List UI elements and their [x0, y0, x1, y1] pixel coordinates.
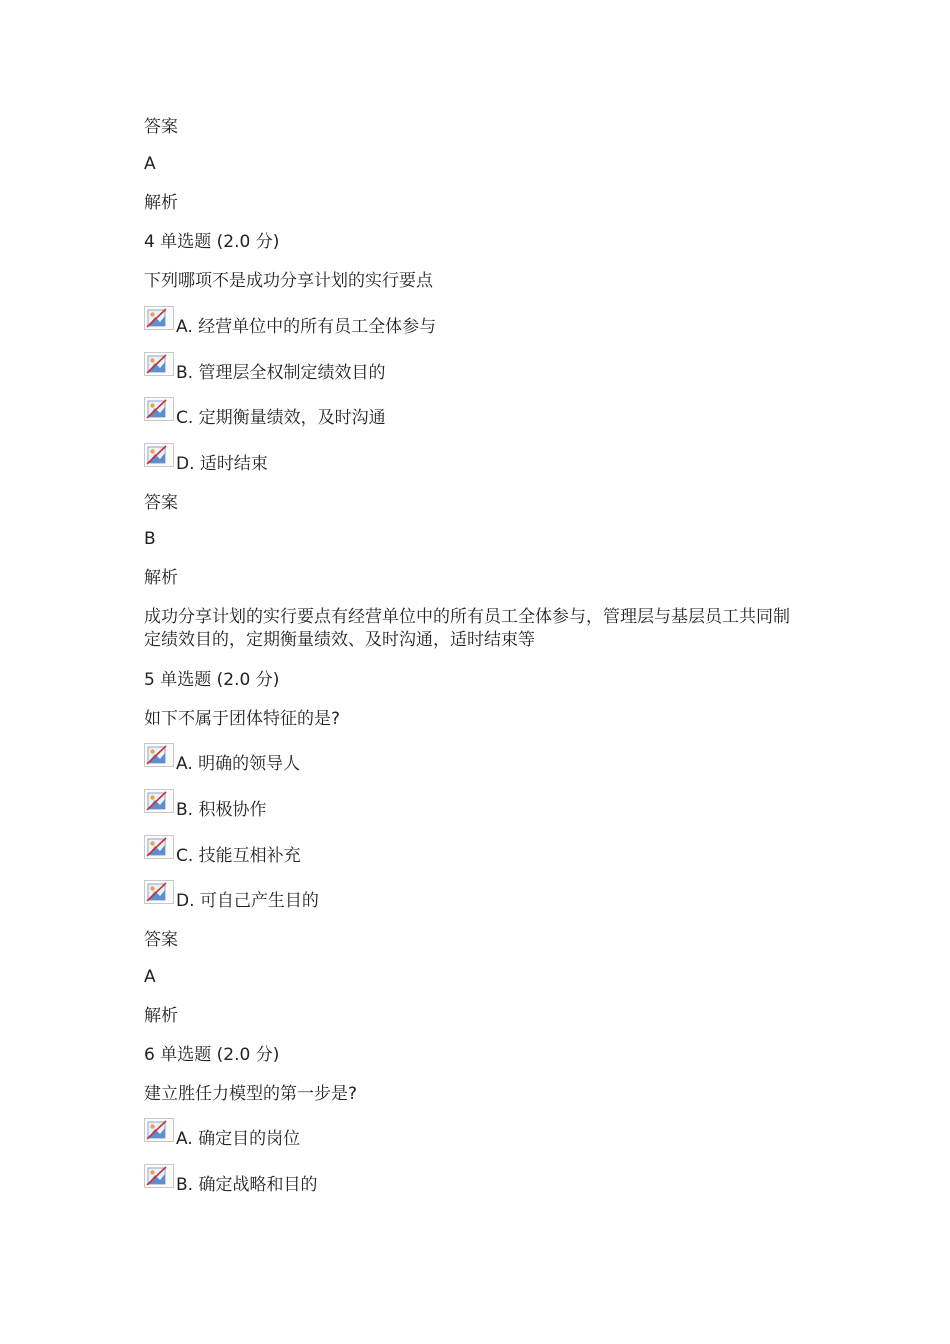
broken-image-icon — [144, 880, 174, 904]
option-a[interactable] — [144, 306, 436, 338]
option-text: D. 可自己产生目的 — [176, 891, 319, 911]
broken-image-icon — [144, 1118, 174, 1142]
answer-value: B — [144, 529, 156, 549]
answer-label: 答案 — [144, 930, 178, 950]
analysis-label: 解析 — [144, 1006, 178, 1026]
analysis-label: 解析 — [144, 568, 178, 588]
answer-label: 答案 — [144, 117, 178, 137]
broken-image-icon — [144, 443, 174, 467]
option-a[interactable] — [144, 1118, 300, 1150]
question-prompt: 如下不属于团体特征的是? — [144, 709, 341, 729]
broken-image-icon — [144, 306, 174, 330]
option-text: C. 技能互相补充 — [176, 846, 301, 866]
broken-image-icon — [144, 789, 174, 813]
option-text: A. 经营单位中的所有员工全体参与 — [176, 317, 437, 337]
question-header: 6 单选题 (2.0 分) — [144, 1045, 280, 1065]
answer-value: A — [144, 967, 156, 987]
question-header: 5 单选题 (2.0 分) — [144, 670, 280, 690]
broken-image-icon — [144, 1164, 174, 1188]
option-b[interactable] — [144, 352, 385, 384]
option-c[interactable] — [144, 397, 386, 429]
option-a[interactable] — [144, 743, 300, 775]
option-text: B. 确定战略和目的 — [176, 1175, 318, 1195]
question-header: 4 单选题 (2.0 分) — [144, 232, 280, 252]
broken-image-icon — [144, 835, 174, 859]
option-c[interactable] — [144, 835, 301, 867]
answer-value: A — [144, 154, 156, 174]
question-prompt: 建立胜任力模型的第一步是? — [144, 1084, 358, 1104]
analysis-label: 解析 — [144, 193, 178, 213]
question-prompt: 下列哪项不是成功分享计划的实行要点 — [144, 271, 433, 291]
option-text: D. 适时结束 — [176, 454, 268, 474]
option-b[interactable] — [144, 1164, 317, 1196]
answer-label: 答案 — [144, 493, 178, 513]
option-text: C. 定期衡量绩效，及时沟通 — [176, 408, 386, 428]
analysis-text: 成功分享计划的实行要点有经营单位中的所有员工全体参与，管理层与基层员工共同制定绩效目的，定期衡量绩效、及时沟通，适时结束等 — [144, 607, 790, 650]
option-text: B. 积极协作 — [176, 800, 267, 820]
broken-image-icon — [144, 352, 174, 376]
option-text: B. 管理层全权制定绩效目的 — [176, 363, 386, 383]
option-text: A. 明确的领导人 — [176, 754, 301, 774]
broken-image-icon — [144, 743, 174, 767]
broken-image-icon — [144, 397, 174, 421]
option-d[interactable] — [144, 880, 319, 912]
option-d[interactable] — [144, 443, 268, 475]
option-text: A. 确定目的岗位 — [176, 1129, 301, 1149]
option-b[interactable] — [144, 789, 266, 821]
